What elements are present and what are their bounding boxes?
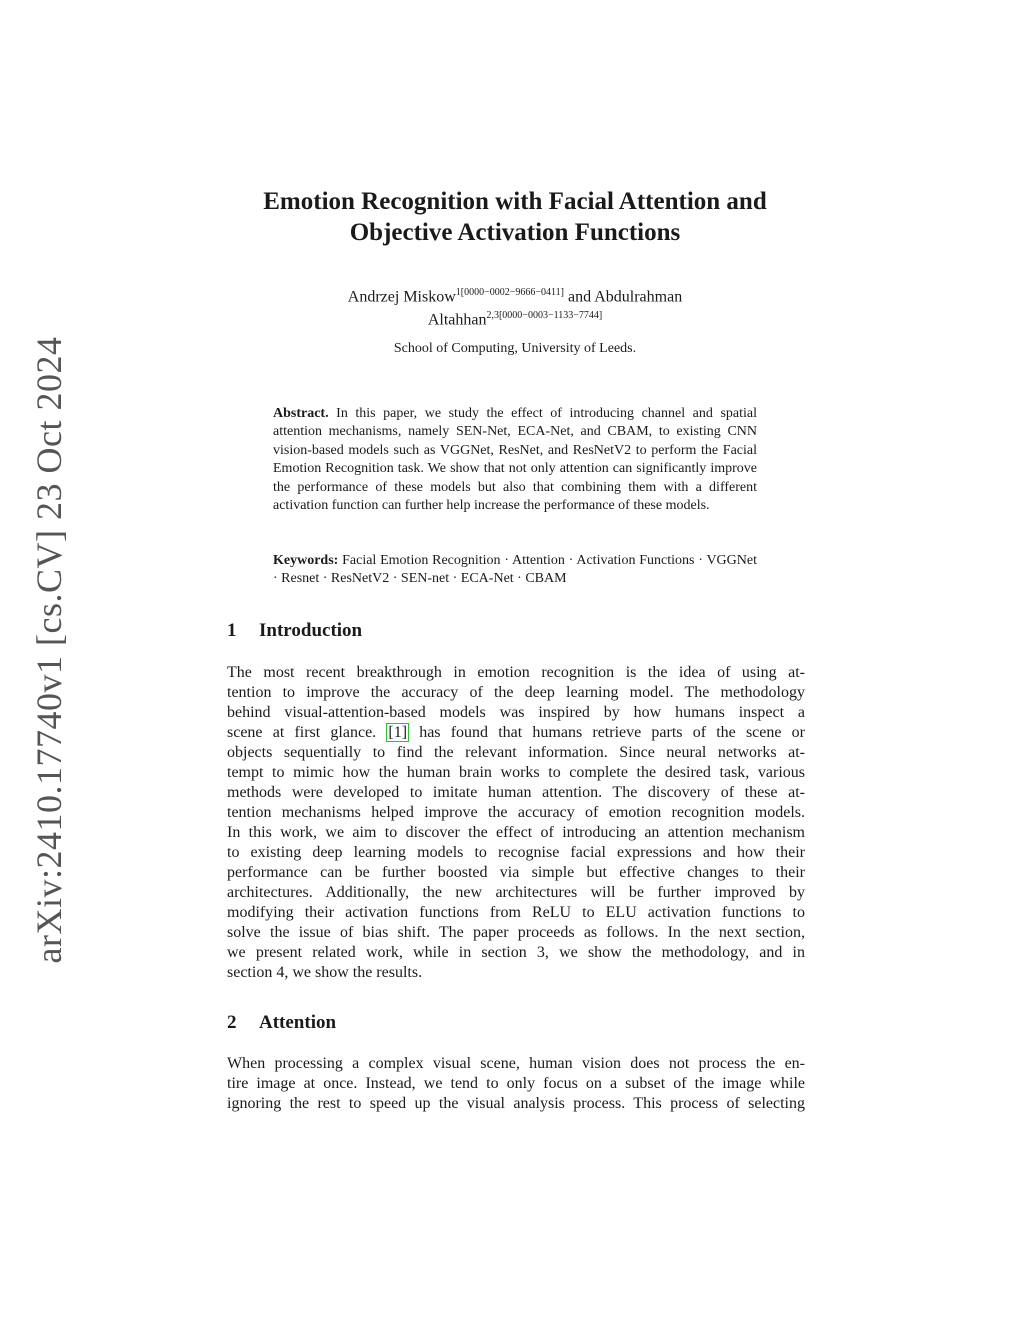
paragraph-line: architectures. Additionally, the new architectures will be further improved by: [227, 884, 805, 901]
author-line-1: [200, 283, 830, 306]
section-heading-introduction: [227, 620, 362, 642]
abstract-block: [273, 405, 757, 515]
paragraph-line: modifying their activation functions from ReLU to ELU activation functions to: [227, 904, 805, 921]
paragraph-line: tempt to mimic how the human brain works to complete the desired task, various: [227, 764, 805, 781]
paragraph-line: section 4, we show the results.: [227, 964, 423, 981]
title-line-2: Objective Activation Functions: [349, 219, 681, 246]
attention-paragraph: [227, 1054, 805, 1114]
arxiv-side-stamp: [24, 336, 74, 964]
paragraph-line: behind visual-attention-based models was inspired by how humans inspect a: [227, 704, 805, 721]
section-number: 2: [227, 1012, 237, 1033]
paragraph-line: When processing a complex visual scene, human vision does not process the en-: [227, 1055, 805, 1072]
abstract-text: In this paper, we study the effect of introducing channel and spatial attention mechanisms, namely SEN-Net, ECA-Net, and CBAM, to existing CNN vision-based models such as VGGNet, ResNet, and ResNetV2 to perform the Facial Emotion Recognition task. We show that not only attention can significantly improve the performance of these models but also that combining them with a different activation function can further help increase the performance of these models.: [273, 406, 757, 514]
paragraph-line: tention mechanisms helped improve the accuracy of emotion recognition models.: [227, 804, 805, 821]
arxiv-identifier: arXiv:2410.17740v1 [cs.CV] 23 Oct 2024: [29, 336, 69, 964]
introduction-paragraph: [227, 663, 805, 983]
abstract-label: Abstract.: [273, 406, 329, 421]
keywords-block: [273, 552, 757, 589]
paper-title: [200, 186, 830, 248]
paragraph-line: ignoring the rest to speed up the visual analysis process. This process of selecting: [227, 1095, 805, 1112]
paragraph-line: methods were developed to imitate human attention. The discovery of these at-: [227, 784, 805, 801]
section-title: Attention: [259, 1012, 337, 1033]
paragraph-line: objects sequentially to find the relevant information. Since neural networks at-: [227, 744, 805, 761]
author-list: [200, 283, 830, 330]
paragraph-line: The most recent breakthrough in emotion recognition is the idea of using at-: [227, 664, 805, 681]
paragraph-line: In this work, we aim to discover the effect of introducing an attention mechanism: [227, 824, 805, 841]
paragraph-line: we present related work, while in section 3, we show the methodology, and in: [227, 944, 805, 961]
paragraph-line: tire image at once. Instead, we tend to only focus on a subset of the image while: [227, 1075, 805, 1092]
paragraph-line: solve the issue of bias shift. The paper proceeds as follows. In the next section,: [227, 924, 805, 941]
author-2-orcid: 2,3[0000−0003−1133−7744]: [486, 310, 603, 322]
section-heading-attention: [227, 1012, 336, 1034]
author-2-name: Altahhan: [427, 311, 487, 329]
title-line-1: Emotion Recognition with Facial Attention and: [263, 188, 767, 215]
paragraph-line-start: scene at first glance.: [227, 724, 377, 741]
paragraph-line-end: has found that humans retrieve parts of the scene or: [409, 724, 805, 741]
paragraph-line: tention to improve the accuracy of the deep learning model. The methodology: [227, 684, 805, 701]
author-1-orcid: 1[0000−0002−9666−0411]: [455, 287, 564, 298]
citation-link[interactable]: [1]: [388, 724, 408, 741]
paragraph-line: to existing deep learning models to recognise facial expressions and how their: [227, 844, 805, 861]
keywords-text: Facial Emotion Recognition · Attention · Activation Functions · VGGNet · Resnet · ResNetV2 · SEN-net · ECA-Net · CBAM: [273, 553, 757, 587]
section-number: 1: [227, 620, 237, 641]
author-1-name: Andrzej Miskow: [347, 288, 456, 306]
affiliation: School of Computing, University of Leeds.: [393, 341, 637, 356]
paragraph-line: performance can be further boosted via simple but effective changes to their: [227, 864, 805, 881]
keywords-label: Keywords:: [273, 553, 339, 568]
section-title: Introduction: [259, 620, 363, 641]
paragraph-line-with-citation: [227, 723, 805, 743]
author-conjunction: and Abdulrahman: [564, 288, 683, 306]
author-line-2: [200, 306, 830, 329]
